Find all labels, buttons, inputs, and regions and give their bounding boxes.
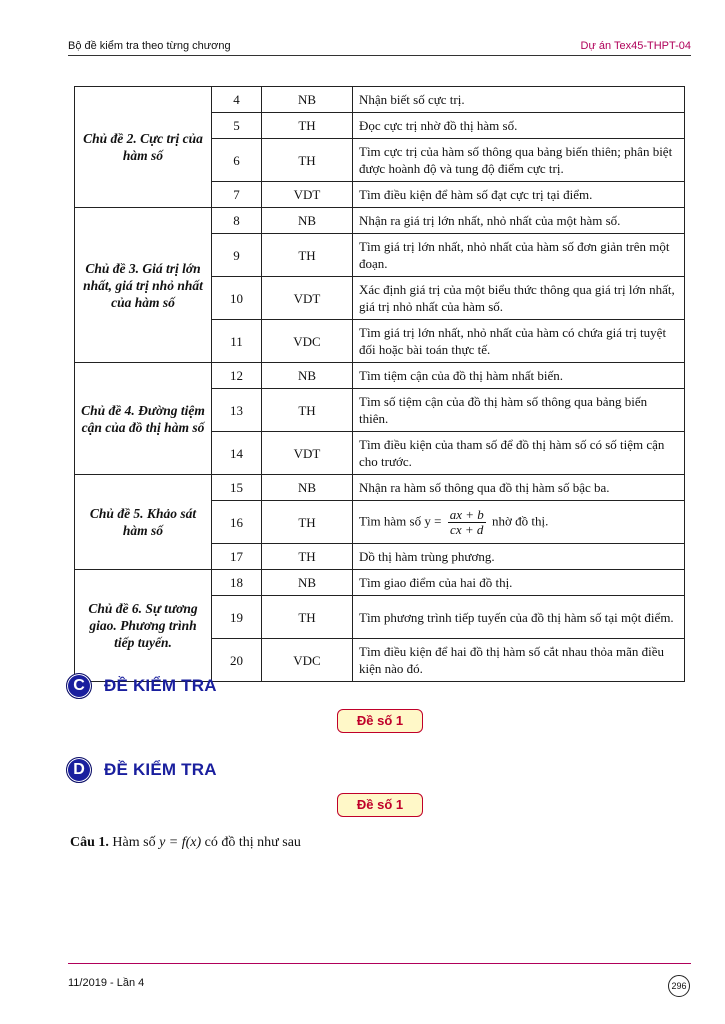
question-number: 16 [212, 501, 262, 544]
question-description: Tìm giá trị lớn nhất, nhỏ nhất của hàm có chứa giá trị tuyệt đối hoặc bài toán thực tế. [353, 320, 685, 363]
difficulty-level: TH [262, 113, 353, 139]
difficulty-level: TH [262, 501, 353, 544]
fraction-denominator: cx + d [450, 521, 484, 537]
page-header [68, 36, 691, 54]
difficulty-level: VDC [262, 639, 353, 682]
question-text-after: có đồ thị như sau [204, 835, 301, 850]
question-number: 20 [212, 639, 262, 682]
table-row [75, 87, 685, 113]
question-label: Câu 1. [70, 835, 109, 850]
exam-number-badge: Đề số 1 [337, 793, 423, 817]
header-divider [68, 55, 691, 56]
question-description: Tìm điều kiện để hai đồ thị hàm số cắt nhau thỏa mãn điều kiện nào đó. [353, 639, 685, 682]
difficulty-level: TH [262, 596, 353, 639]
question-number: 10 [212, 277, 262, 320]
section-letter-badge: D [66, 757, 92, 783]
section-c-heading [66, 673, 366, 699]
question-number: 14 [212, 432, 262, 475]
question-description: Tìm giao điểm của hai đồ thị. [353, 570, 685, 596]
topic-cell: Chủ đề 3. Giá trị lớn nhất, giá trị nhỏ nhất của hàm số [75, 208, 212, 363]
difficulty-level: NB [262, 87, 353, 113]
question-number: 9 [212, 234, 262, 277]
question-number: 4 [212, 87, 262, 113]
question-description: Tìm điều kiện của tham số để đồ thị hàm số có số tiệm cận cho trước. [353, 432, 685, 475]
question-number: 6 [212, 139, 262, 182]
section-d-heading [66, 757, 366, 783]
question-description: Tìm phương trình tiếp tuyến của đồ thị hàm số tại một điểm. [353, 596, 685, 639]
table-row [75, 570, 685, 596]
question-description: Tìm tiệm cận của đồ thị hàm nhất biến. [353, 363, 685, 389]
question-description: Nhận ra giá trị lớn nhất, nhỏ nhất của một hàm số. [353, 208, 685, 234]
difficulty-level: VDC [262, 320, 353, 363]
header-project-name: Dự án Tex45-THPT-04 [580, 40, 691, 52]
question-description: Đọc cực trị nhờ đồ thị hàm số. [353, 113, 685, 139]
topic-cell: Chủ đề 4. Đường tiệm cận của đồ thị hàm số [75, 363, 212, 475]
difficulty-level: NB [262, 475, 353, 501]
section-title: ĐỀ KIỂM TRA [104, 676, 217, 695]
difficulty-level: VDT [262, 182, 353, 208]
topic-cell: Chủ đề 6. Sự tương giao. Phương trình tiếp tuyến. [75, 570, 212, 682]
difficulty-level: VDT [262, 277, 353, 320]
question-text-before: Hàm số [112, 835, 156, 850]
difficulty-level: NB [262, 208, 353, 234]
page-number: 296 [668, 975, 690, 997]
question-1 [70, 835, 301, 851]
question-number: 13 [212, 389, 262, 432]
difficulty-level: TH [262, 389, 353, 432]
fraction-formula [448, 508, 486, 537]
difficulty-level: TH [262, 544, 353, 570]
question-number: 11 [212, 320, 262, 363]
footer-date-edition: 11/2019 - Lần 4 [68, 977, 145, 989]
question-formula: y = f(x) [159, 835, 202, 850]
description-text-before: Tìm hàm số y = [359, 512, 442, 528]
question-number: 15 [212, 475, 262, 501]
difficulty-level: NB [262, 570, 353, 596]
topic-cell: Chủ đề 2. Cực trị của hàm số [75, 87, 212, 208]
question-number: 5 [212, 113, 262, 139]
question-description: Dồ thị hàm trùng phương. [353, 544, 685, 570]
difficulty-level: TH [262, 234, 353, 277]
difficulty-level: NB [262, 363, 353, 389]
question-number: 12 [212, 363, 262, 389]
table-row [75, 475, 685, 501]
table-row [75, 208, 685, 234]
section-title: ĐỀ KIỂM TRA [104, 760, 217, 779]
question-description: Nhận ra hàm số thông qua đồ thị hàm số bậc ba. [353, 475, 685, 501]
difficulty-level: VDT [262, 432, 353, 475]
question-description: Tìm cực trị của hàm số thông qua bảng biến thiên; phân biệt được hoành độ và tung độ điểm cực trị. [353, 139, 685, 182]
exam-number-badge: Đề số 1 [337, 709, 423, 733]
footer-divider [68, 963, 691, 964]
topic-cell: Chủ đề 5. Khảo sát hàm số [75, 475, 212, 570]
test-matrix-table [74, 86, 685, 682]
question-description [353, 501, 685, 544]
question-number: 19 [212, 596, 262, 639]
question-number: 17 [212, 544, 262, 570]
question-description: Nhận biết số cực trị. [353, 87, 685, 113]
description-text-after: nhờ đồ thị. [491, 512, 549, 528]
header-book-title: Bộ đề kiểm tra theo từng chương [68, 40, 231, 52]
table-row [75, 363, 685, 389]
question-number: 8 [212, 208, 262, 234]
fraction-numerator: ax + b [449, 506, 484, 522]
question-number: 7 [212, 182, 262, 208]
question-description: Tìm điều kiện để hàm số đạt cực trị tại điểm. [353, 182, 685, 208]
question-description: Tìm số tiệm cận của đồ thị hàm số thông qua bảng biến thiên. [353, 389, 685, 432]
difficulty-level: TH [262, 139, 353, 182]
question-description: Xác định giá trị của một biểu thức thông qua giá trị lớn nhất, giá trị nhỏ nhất của hàm số. [353, 277, 685, 320]
question-description: Tìm giá trị lớn nhất, nhỏ nhất của hàm số đơn giản trên một đoạn. [353, 234, 685, 277]
question-number: 18 [212, 570, 262, 596]
section-letter-badge: C [66, 673, 92, 699]
